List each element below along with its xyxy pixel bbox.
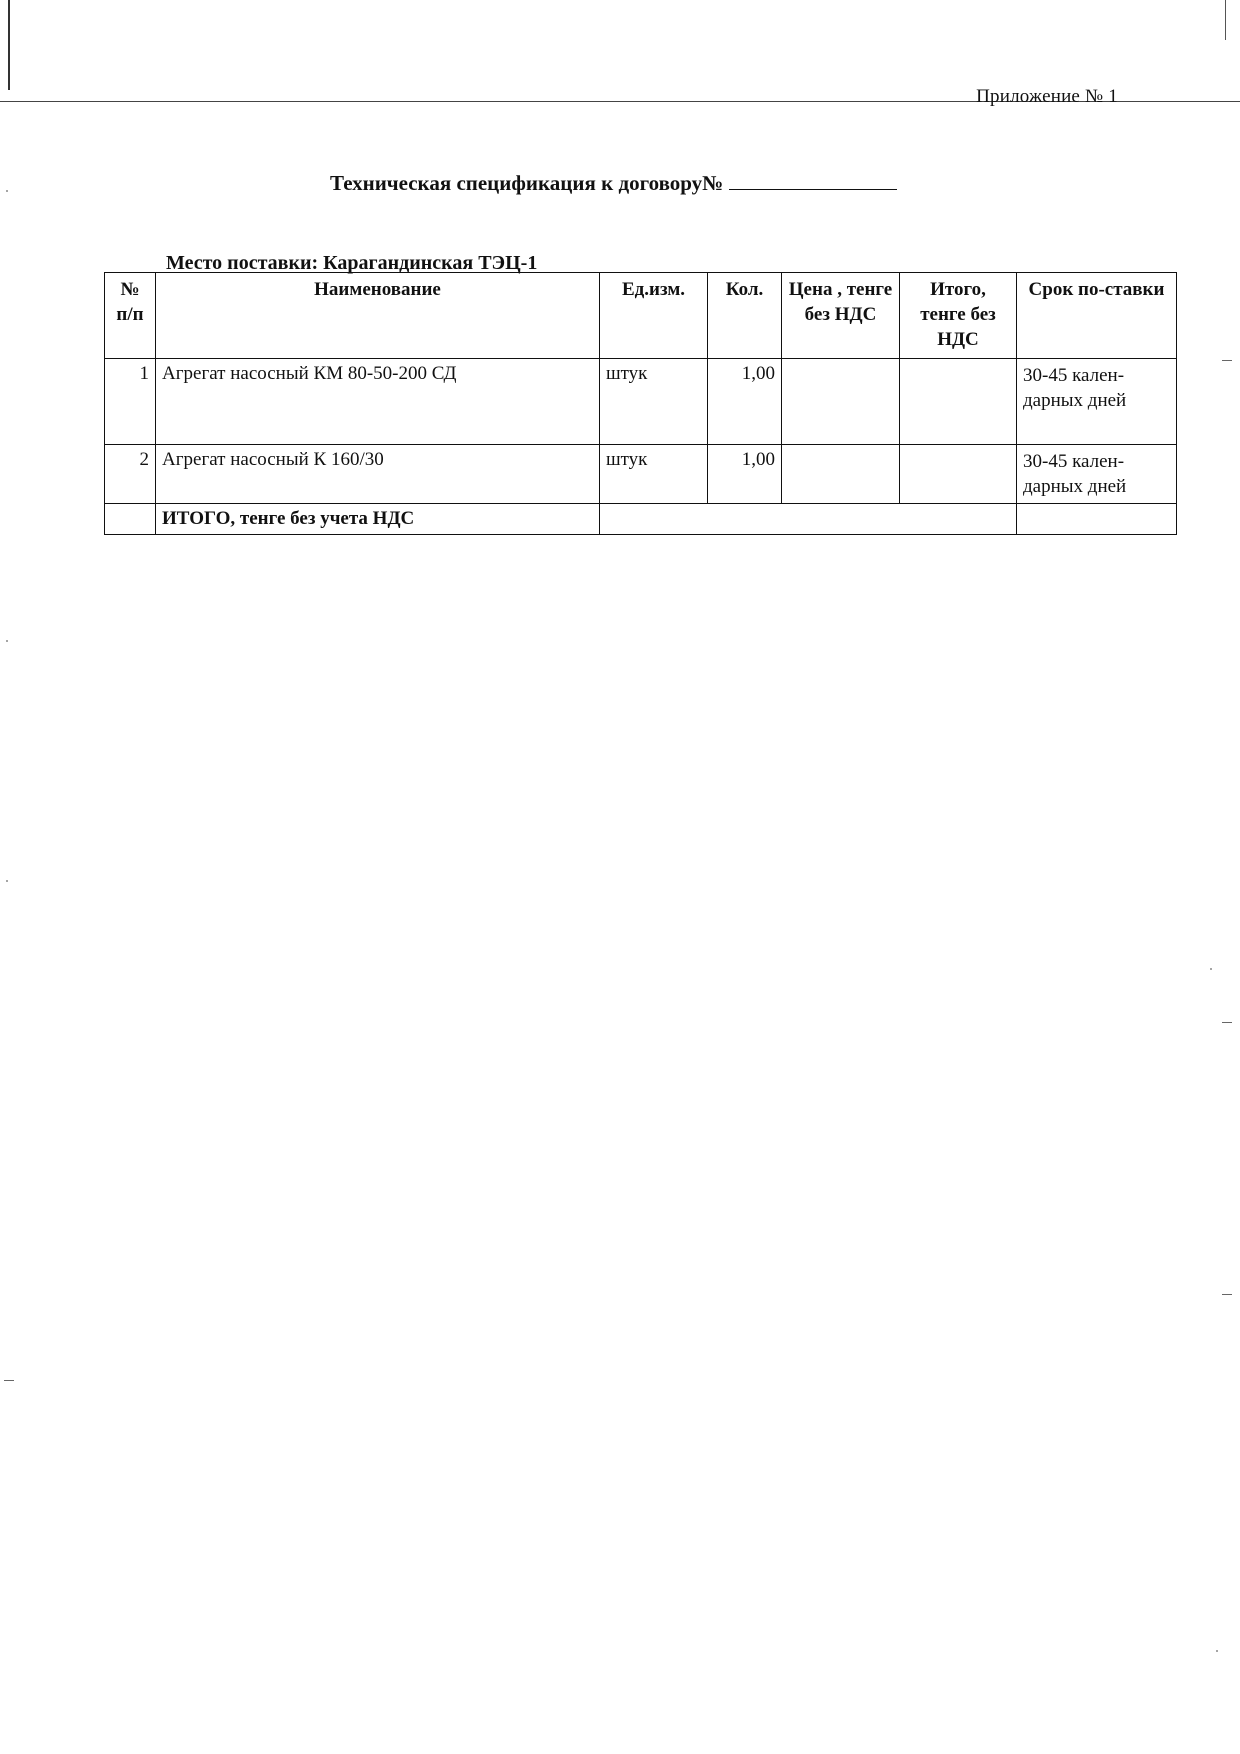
header-term: Срок по-ставки xyxy=(1017,273,1177,359)
row-term: 30-45 кален-дарных дней xyxy=(1017,359,1177,445)
row-total xyxy=(900,445,1017,504)
row-qty: 1,00 xyxy=(708,445,782,504)
scan-dot xyxy=(6,190,8,192)
title-text: Техническая спецификация к договору№ xyxy=(330,171,724,195)
row-num: 1 xyxy=(105,359,156,445)
annex-label: Приложение № 1 xyxy=(976,86,1118,107)
header-total: Итого, тенге без НДС xyxy=(900,273,1017,359)
header-price: Цена , тенге без НДС xyxy=(782,273,900,359)
row-num: 2 xyxy=(105,445,156,504)
scan-edge-left xyxy=(8,0,10,90)
table-row xyxy=(105,359,1177,445)
total-label: ИТОГО, тенге без учета НДС xyxy=(156,504,600,535)
table-row xyxy=(105,445,1177,504)
delivery-place: Место поставки: Карагандинская ТЭЦ-1 xyxy=(166,252,538,274)
row-total xyxy=(900,359,1017,445)
row-price xyxy=(782,359,900,445)
total-term-cell xyxy=(1017,504,1177,535)
row-qty: 1,00 xyxy=(708,359,782,445)
header-num: № п/п xyxy=(105,273,156,359)
row-unit: штук xyxy=(600,445,708,504)
scan-dot xyxy=(1210,968,1212,970)
scan-tick xyxy=(1222,1022,1232,1023)
row-price xyxy=(782,445,900,504)
scan-tick xyxy=(1222,1294,1232,1295)
total-value-cell xyxy=(600,504,1017,535)
table-header-row xyxy=(105,273,1177,359)
scan-dot xyxy=(6,880,8,882)
contract-number-blank xyxy=(729,175,897,190)
header-unit: Ед.изм. xyxy=(600,273,708,359)
document-title xyxy=(330,171,897,196)
row-term: 30-45 кален-дарных дней xyxy=(1017,445,1177,504)
scan-tick xyxy=(1222,360,1232,361)
scan-edge-right xyxy=(1225,0,1226,40)
row-unit: штук xyxy=(600,359,708,445)
table-total-row xyxy=(105,504,1177,535)
scan-tick xyxy=(4,1380,14,1381)
specification-table xyxy=(104,272,1177,535)
scan-dot xyxy=(1216,1650,1218,1652)
row-name: Агрегат насосный К 160/30 xyxy=(156,445,600,504)
scan-dot xyxy=(6,640,8,642)
row-name: Агрегат насосный КМ 80-50-200 СД xyxy=(156,359,600,445)
total-num-cell xyxy=(105,504,156,535)
header-name: Наименование xyxy=(156,273,600,359)
header-qty: Кол. xyxy=(708,273,782,359)
